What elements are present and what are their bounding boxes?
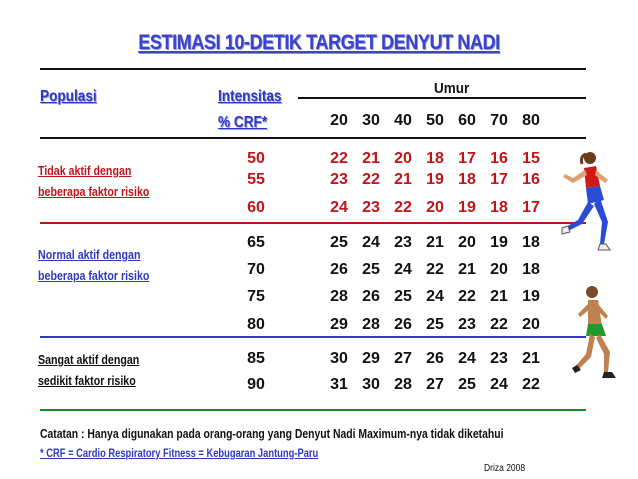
group-label-inactive-line1: Tidak aktif dengan — [38, 163, 132, 178]
pulse-cell: 27 — [394, 350, 412, 367]
pulse-cell: 19 — [426, 171, 444, 188]
pulse-cell: 27 — [426, 376, 444, 393]
intensity-cell: 50 — [247, 150, 265, 167]
pulse-cell: 26 — [362, 288, 380, 305]
pulse-cell: 30 — [330, 350, 348, 367]
age-header-80: 80 — [522, 112, 540, 129]
intensity-cell: 85 — [247, 350, 265, 367]
group-label-normal-line1: Normal aktif dengan — [38, 247, 141, 262]
pulse-cell: 25 — [330, 234, 348, 251]
pulse-cell: 25 — [394, 288, 412, 305]
pulse-cell: 19 — [458, 199, 476, 216]
pulse-cell: 21 — [362, 150, 380, 167]
group-label-inactive-line2: beberapa faktor risiko — [38, 184, 150, 199]
pulse-cell: 28 — [394, 376, 412, 393]
pulse-cell: 18 — [490, 199, 508, 216]
pulse-cell: 16 — [522, 171, 540, 188]
pulse-cell: 22 — [522, 376, 540, 393]
separator-blue — [40, 336, 586, 338]
male-runner-icon — [570, 284, 620, 388]
pulse-cell: 22 — [490, 316, 508, 333]
pulse-cell: 25 — [458, 376, 476, 393]
pulse-cell: 24 — [362, 234, 380, 251]
pulse-cell: 18 — [458, 171, 476, 188]
header-crf: % CRF* — [218, 114, 268, 131]
group-label-normal-line2: beberapa faktor risiko — [38, 268, 150, 283]
umur-rule — [298, 97, 586, 99]
pulse-cell: 24 — [426, 288, 444, 305]
pulse-cell: 26 — [394, 316, 412, 333]
pulse-cell: 20 — [522, 316, 540, 333]
pulse-cell: 20 — [426, 199, 444, 216]
pulse-cell: 23 — [330, 171, 348, 188]
group-label-very-active-line1: Sangat aktif dengan — [38, 352, 140, 367]
intensity-cell: 70 — [247, 261, 265, 278]
pulse-cell: 23 — [490, 350, 508, 367]
intensity-cell: 55 — [247, 171, 265, 188]
pulse-cell: 19 — [522, 288, 540, 305]
credit-text: Driza 2008 — [484, 463, 526, 474]
separator-green — [40, 409, 586, 411]
pulse-cell: 21 — [426, 234, 444, 251]
female-runner-icon — [556, 148, 618, 260]
pulse-cell: 28 — [362, 316, 380, 333]
intensity-cell: 75 — [247, 288, 265, 305]
age-header-60: 60 — [458, 112, 476, 129]
pulse-cell: 20 — [490, 261, 508, 278]
pulse-cell: 30 — [362, 376, 380, 393]
pulse-cell: 26 — [426, 350, 444, 367]
header-populasi: Populasi — [40, 88, 97, 105]
pulse-cell: 16 — [490, 150, 508, 167]
pulse-cell: 24 — [490, 376, 508, 393]
age-header-70: 70 — [490, 112, 508, 129]
pulse-cell: 28 — [330, 288, 348, 305]
pulse-cell: 29 — [330, 316, 348, 333]
pulse-cell: 24 — [330, 199, 348, 216]
pulse-cell: 24 — [458, 350, 476, 367]
group-label-very-active-line2: sedikit faktor risiko — [38, 373, 136, 388]
pulse-cell: 17 — [490, 171, 508, 188]
pulse-cell: 21 — [458, 261, 476, 278]
pulse-cell: 25 — [426, 316, 444, 333]
age-header-40: 40 — [394, 112, 412, 129]
pulse-cell: 17 — [458, 150, 476, 167]
footnote-crf: * CRF = Cardio Respiratory Fitness = Kebugaran Jantung-Paru — [40, 446, 319, 460]
pulse-cell: 21 — [490, 288, 508, 305]
pulse-cell: 18 — [522, 261, 540, 278]
pulse-cell: 20 — [394, 150, 412, 167]
pulse-cell: 20 — [458, 234, 476, 251]
pulse-cell: 21 — [522, 350, 540, 367]
pulse-cell: 22 — [426, 261, 444, 278]
pulse-cell: 22 — [362, 171, 380, 188]
age-header-30: 30 — [362, 112, 380, 129]
pulse-cell: 19 — [490, 234, 508, 251]
separator-red — [40, 222, 586, 224]
header-top-rule — [40, 68, 586, 70]
header-intensitas: Intensitas — [218, 88, 282, 105]
pulse-cell: 29 — [362, 350, 380, 367]
age-header-50: 50 — [426, 112, 444, 129]
pulse-cell: 26 — [330, 261, 348, 278]
pulse-cell: 22 — [330, 150, 348, 167]
pulse-cell: 24 — [394, 261, 412, 278]
pulse-cell: 18 — [522, 234, 540, 251]
group-label-very-active — [38, 349, 139, 391]
pulse-cell: 21 — [394, 171, 412, 188]
pulse-cell: 22 — [394, 199, 412, 216]
header-bottom-rule — [40, 137, 586, 139]
page-title: ESTIMASI 10-DETIK TARGET DENYUT NADI — [138, 31, 500, 54]
note-text: Catatan : Hanya digunakan pada orang-orang yang Denyut Nadi Maximum-nya tidak diketahui — [40, 426, 504, 441]
pulse-cell: 25 — [362, 261, 380, 278]
pulse-cell: 15 — [522, 150, 540, 167]
pulse-cell: 22 — [458, 288, 476, 305]
intensity-cell: 80 — [247, 316, 265, 333]
pulse-cell: 23 — [362, 199, 380, 216]
group-label-normal — [38, 244, 149, 286]
pulse-cell: 17 — [522, 199, 540, 216]
age-header-20: 20 — [330, 112, 348, 129]
intensity-cell: 90 — [247, 376, 265, 393]
intensity-cell: 65 — [247, 234, 265, 251]
pulse-cell: 31 — [330, 376, 348, 393]
pulse-cell: 23 — [394, 234, 412, 251]
pulse-cell: 18 — [426, 150, 444, 167]
intensity-cell: 60 — [247, 199, 265, 216]
group-label-inactive — [38, 160, 149, 202]
pulse-cell: 23 — [458, 316, 476, 333]
header-umur: Umur — [433, 80, 470, 97]
